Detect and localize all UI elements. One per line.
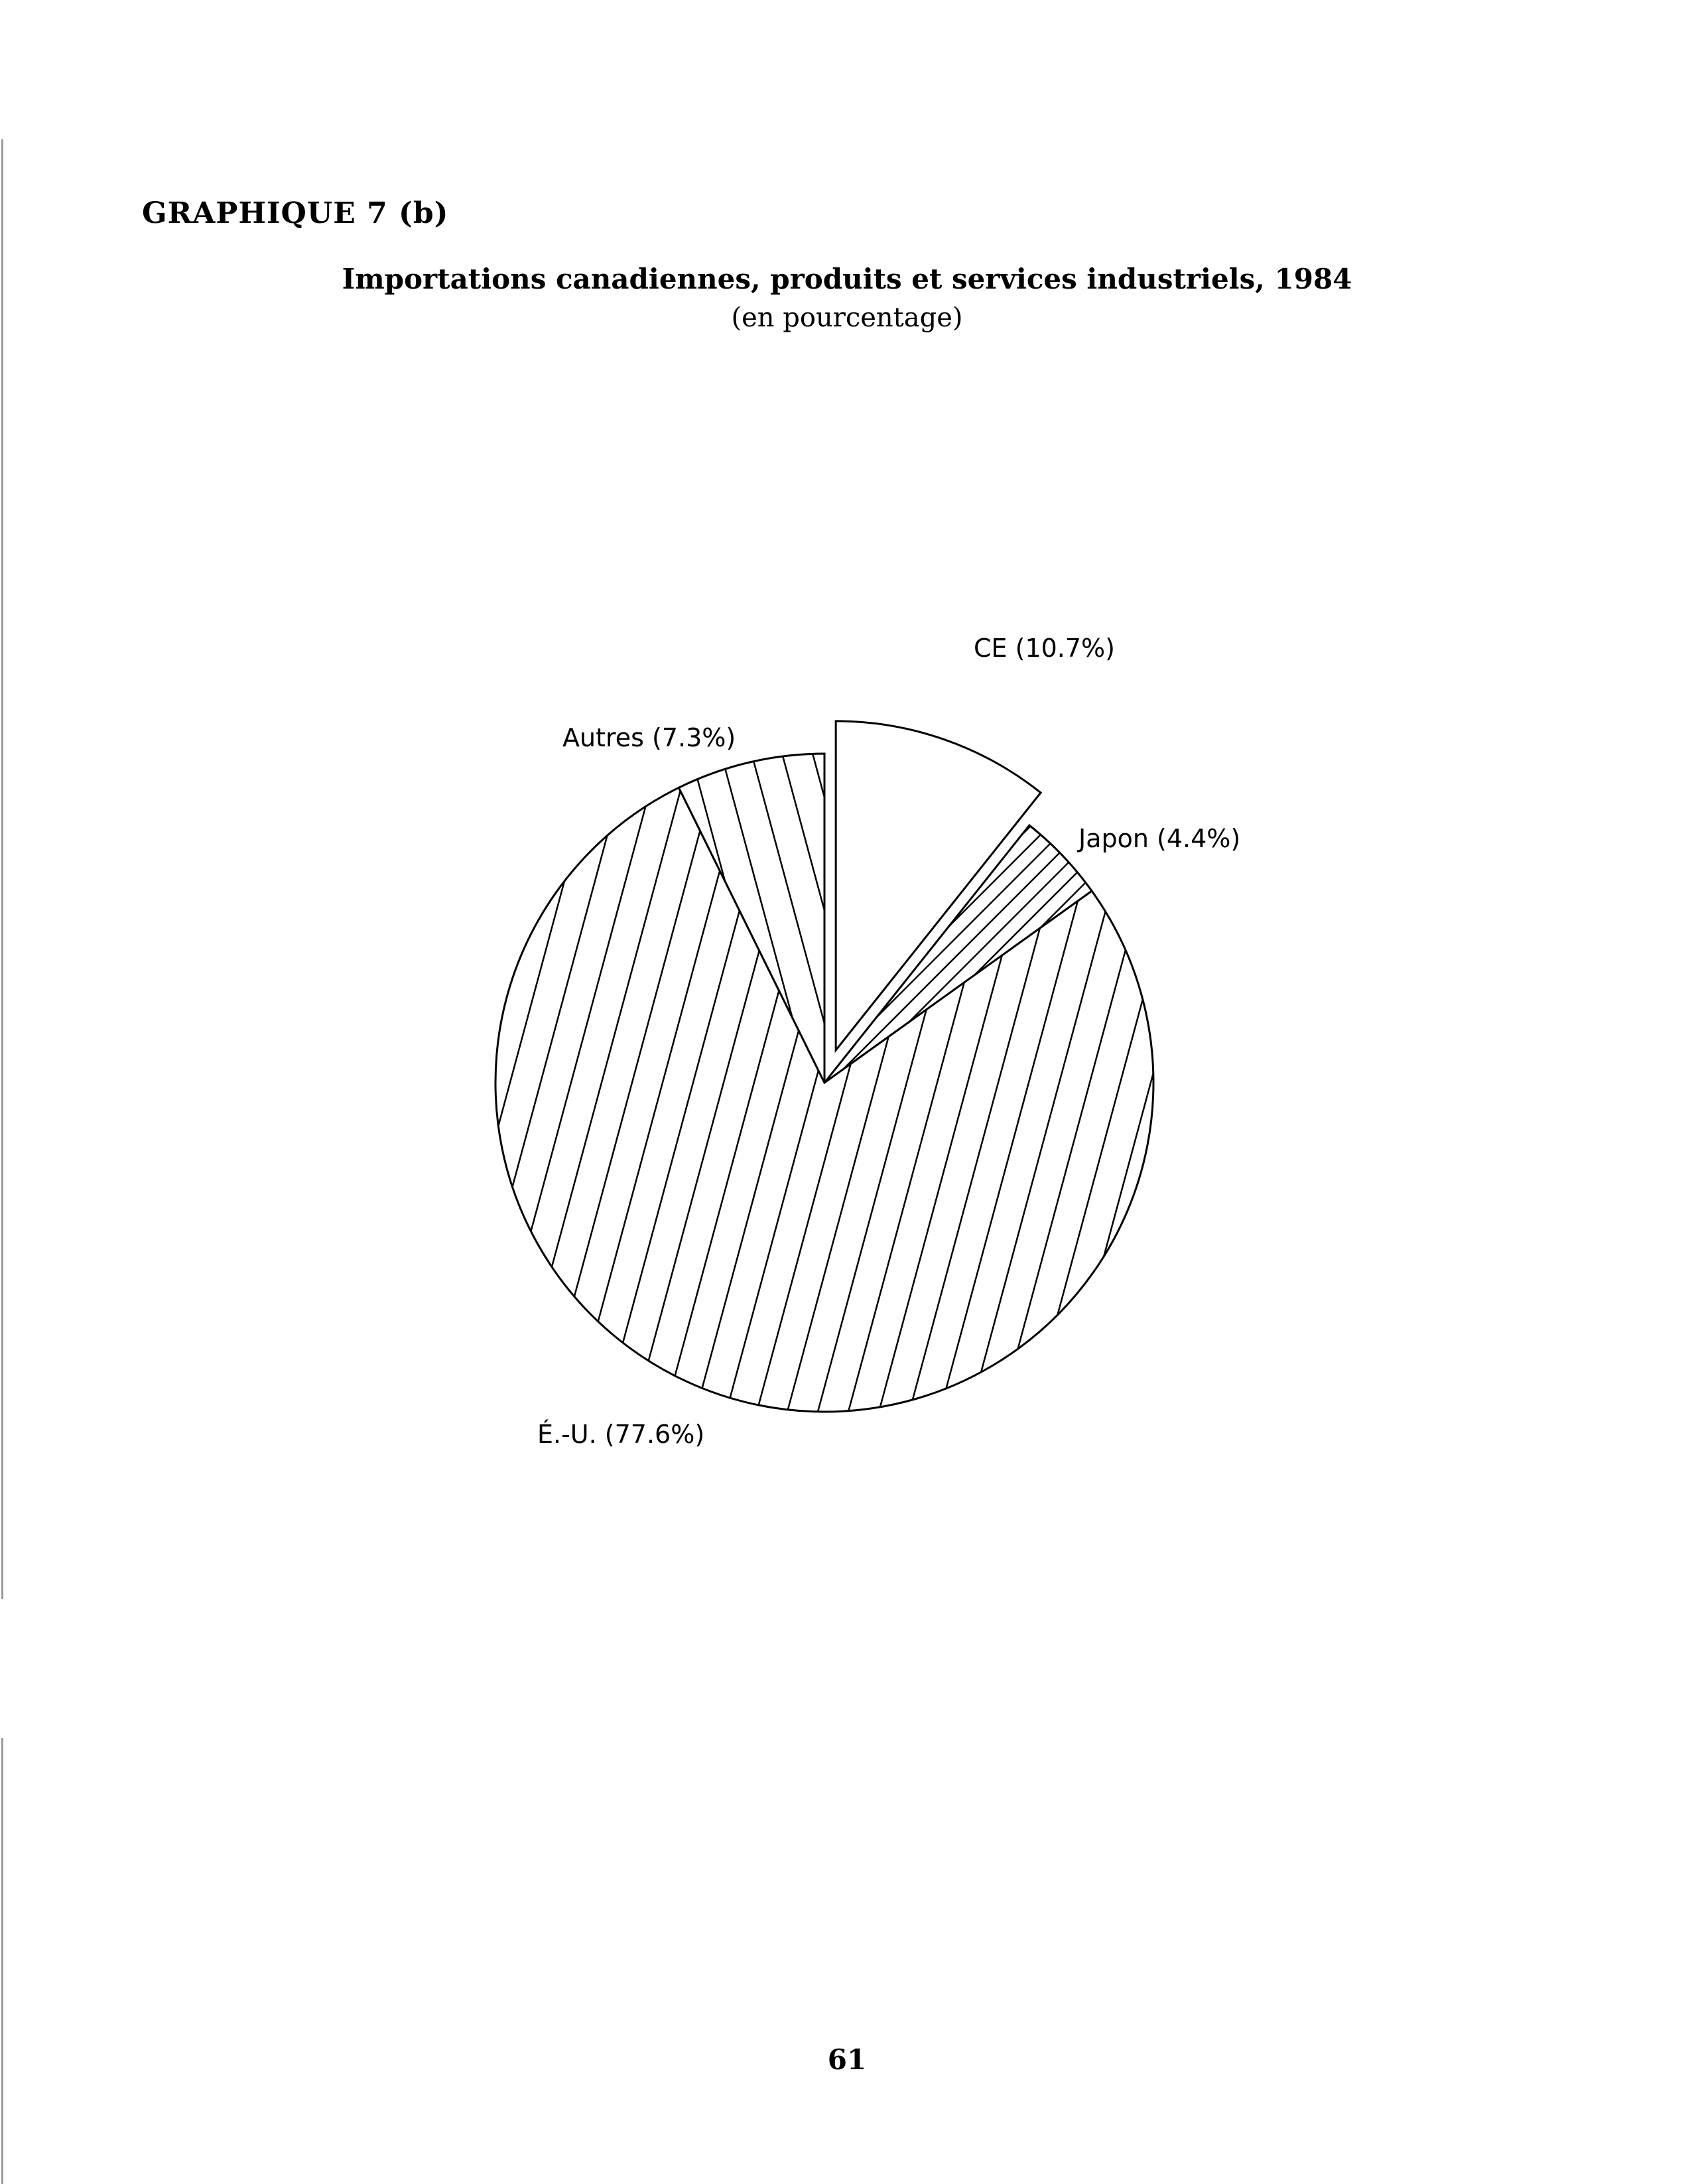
chart-title: Importations canadiennes, produits et services industriels, 1984 [342, 263, 1352, 295]
chart-subtitle: (en pourcentage) [731, 303, 963, 333]
slice-label: Japon (4.4%) [1078, 824, 1241, 853]
slice-label: É.-U. (77.6%) [537, 1420, 705, 1449]
slice-label: Autres (7.3%) [562, 723, 736, 752]
slice-label: CE (10.7%) [974, 634, 1115, 663]
page-number: 61 [827, 2043, 867, 2076]
graph-id: GRAPHIQUE 7 (b) [142, 196, 449, 230]
